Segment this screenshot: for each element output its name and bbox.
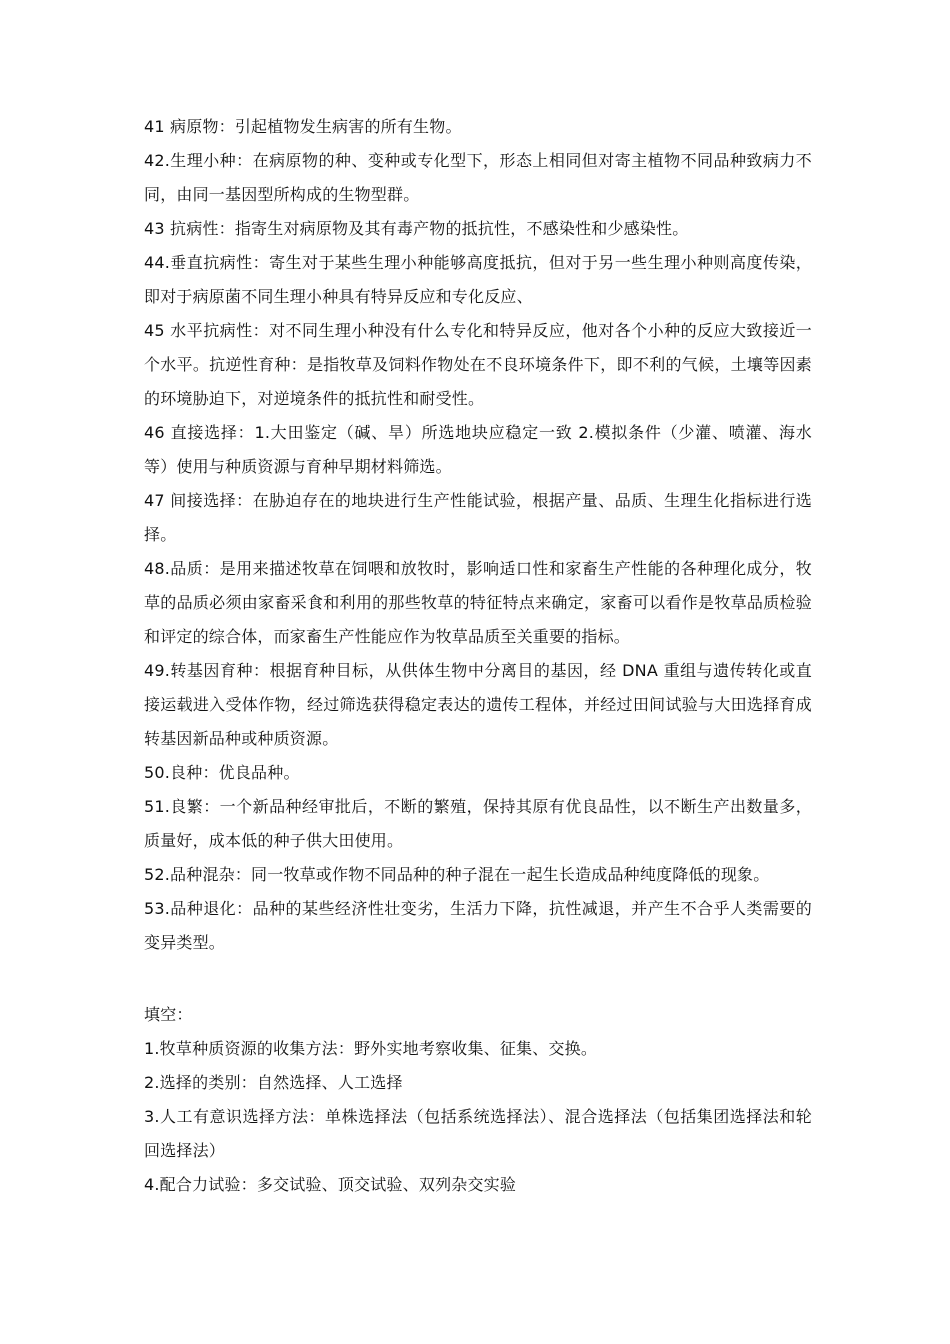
definition-46: 46 直接选择：1.大田鉴定（碱、旱）所选地块应稳定一致 2.模拟条件（少灌、喷灌、海水等）使用与种质资源与育种早期材料筛选。	[144, 423, 812, 476]
definition-49: 49.转基因育种：根据育种目标，从供体生物中分离目的基因，经 DNA 重组与遗传转化或直接运载进入受体作物，经过筛选获得稳定表达的遗传工程体，并经过田间试验与大田选择育成转基因新品种或种质资源。	[144, 661, 812, 748]
definition-42: 42.生理小种：在病原物的种、变种或专化型下，形态上相同但对寄主植物不同品种致病力不同，由同一基因型所构成的生物型群。	[144, 151, 812, 204]
definition-53: 53.品种退化：品种的某些经济性壮变劣，生活力下降，抗性减退，并产生不合乎人类需要的变异类型。	[144, 899, 812, 952]
definition-43: 43 抗病性：指寄生对病原物及其有毒产物的抵抗性，不感染性和少感染性。	[144, 219, 689, 238]
definition-41: 41 病原物：引起植物发生病害的所有生物。	[144, 117, 462, 136]
definition-45: 45 水平抗病性：对不同生理小种没有什么专化和特异反应，他对各个小种的反应大致接近一个水平。抗逆性育种：是指牧草及饲料作物处在不良环境条件下，即不利的气候，土壤等因素的环境胁迫下，对逆境条件的抵抗性和耐受性。	[144, 321, 812, 408]
fill-item-4: 4.配合力试验：多交试验、顶交试验、双列杂交实验	[144, 1175, 517, 1194]
definition-51: 51.良繁：一个新品种经审批后，不断的繁殖，保持其原有优良品性，以不断生产出数量多，质量好，成本低的种子供大田使用。	[144, 797, 812, 850]
section-spacer	[144, 960, 812, 998]
definition-47: 47 间接选择：在胁迫存在的地块进行生产性能试验，根据产量、品质、生理生化指标进行选择。	[144, 491, 812, 544]
fill-item-1: 1.牧草种质资源的收集方法：野外实地考察收集、征集、交换。	[144, 1039, 598, 1058]
definition-50: 50.良种：优良品种。	[144, 763, 300, 782]
definition-48: 48.品质：是用来描述牧草在饲喂和放牧时，影响适口性和家畜生产性能的各种理化成分，牧草的品质必须由家畜采食和利用的那些牧草的特征特点来确定，家畜可以看作是牧草品质检验和评定的综合体，而家畜生产性能应作为牧草品质至关重要的指标。	[144, 559, 812, 646]
definition-44: 44.垂直抗病性：寄生对于某些生理小种能够高度抵抗，但对于另一些生理小种则高度传染，即对于病原菌不同生理小种具有特异反应和专化反应、	[144, 253, 812, 306]
fill-item-3: 3.人工有意识选择方法：单株选择法（包括系统选择法）、混合选择法（包括集团选择法和轮回选择法）	[144, 1107, 812, 1160]
fill-item-2: 2.选择的类别：自然选择、人工选择	[144, 1073, 403, 1092]
document-page	[144, 110, 812, 1202]
definition-52: 52.品种混杂：同一牧草或作物不同品种的种子混在一起生长造成品种纯度降低的现象。	[144, 865, 770, 884]
fill-section-heading: 填空：	[144, 1005, 193, 1024]
